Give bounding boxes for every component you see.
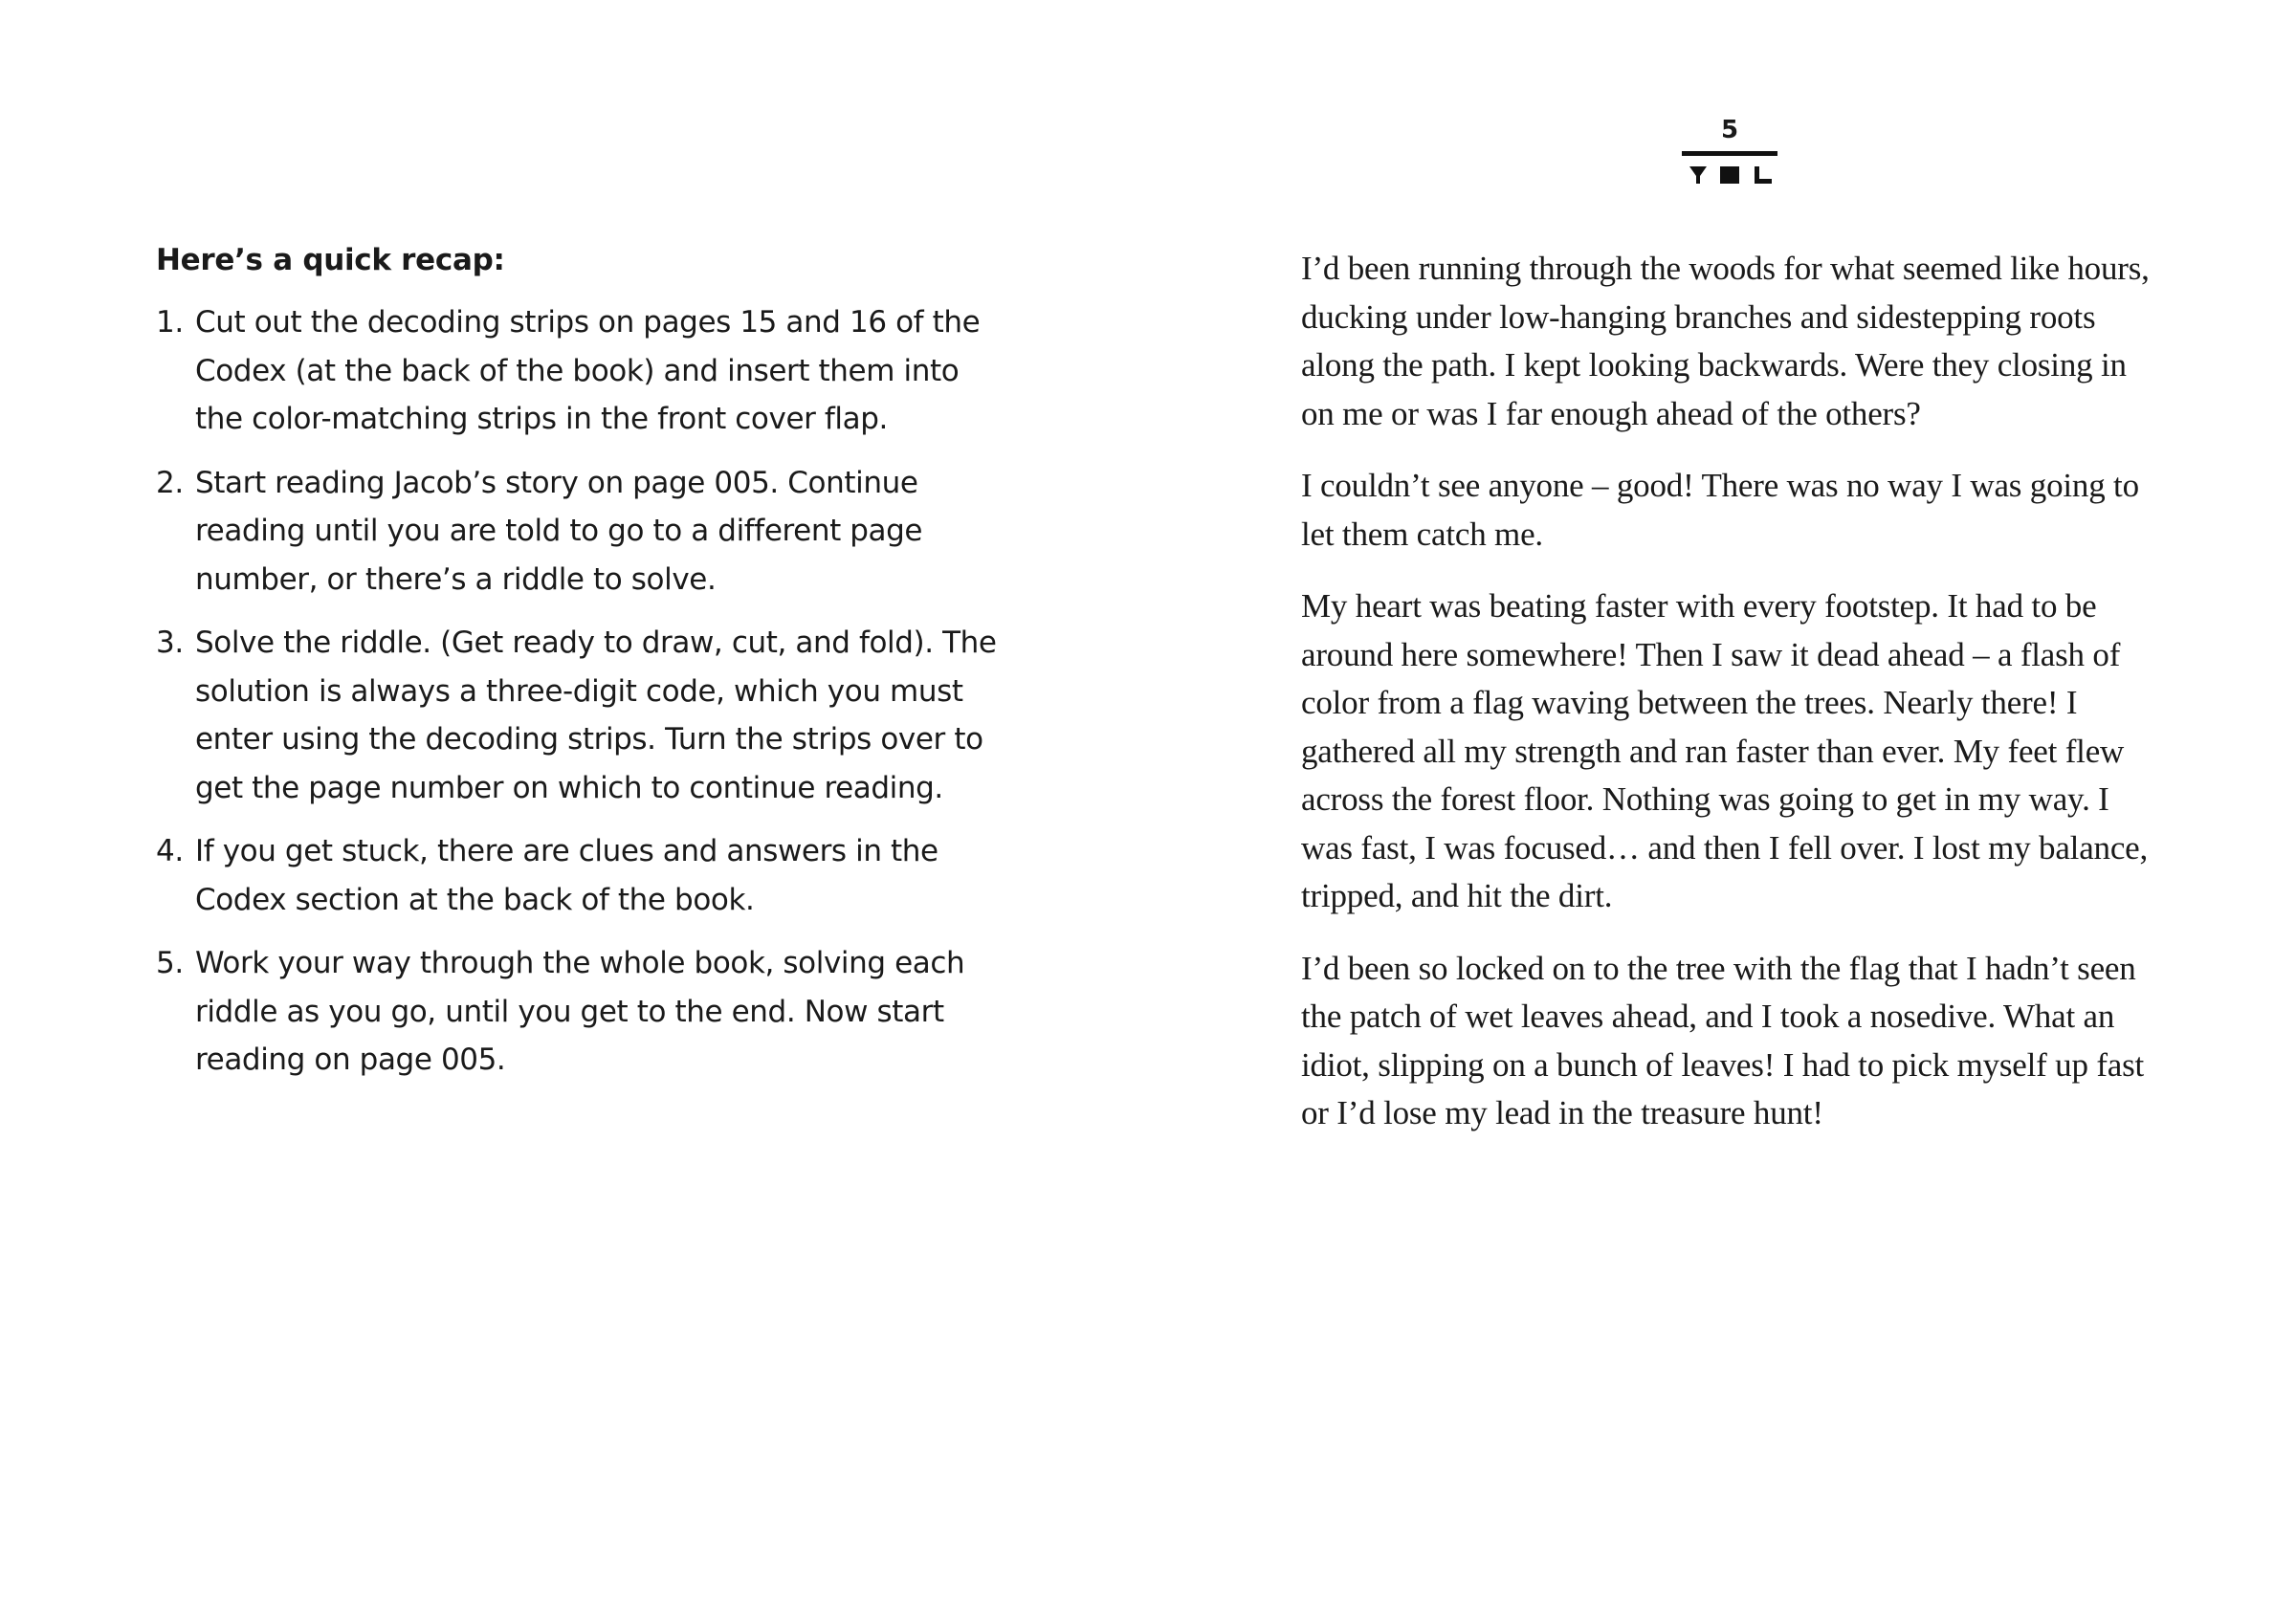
color-code-glyphs-icon: [1682, 163, 1777, 187]
list-item: [156, 459, 998, 604]
step-text: Solve the riddle. (Get ready to draw, cut, and fold). The solution is always a three-digit code, which you must enter using the decoding strips. Turn the strips over to get the page number on which to continue reading.: [195, 625, 997, 805]
step-number: 5.: [156, 946, 184, 980]
list-item: [156, 298, 998, 444]
step-number: 4.: [156, 834, 184, 868]
recap-steps-list: [156, 298, 998, 1085]
story-paragraph: My heart was beating faster with every footstep. It had to be around here somewhere! Then I saw it dead ahead – a flash of color from a flag waving between the trees. Nearly there! I gathered all my strength and ran faster than ever. My feet flew across the forest floor. Nothing was going to get in my way. I was fast, I was focused… and then I fell over. I lost my balance, tripped, and hit the dirt.: [1301, 587, 2149, 914]
step-text: Cut out the decoding strips on pages 15 and 16 of the Codex (at the back of the book) and insert them into the color-matching strips in the front cover flap.: [195, 305, 981, 436]
step-number: 2.: [156, 465, 184, 500]
page-number-rule: [1682, 151, 1777, 156]
right-page: [1301, 245, 2162, 1162]
page-number-mark: [1674, 117, 1785, 189]
story-paragraph: I couldn’t see anyone – good! There was no way I was going to let them catch me.: [1301, 467, 2139, 553]
left-page: [156, 239, 998, 1100]
list-item: [156, 827, 998, 924]
list-item: [156, 939, 998, 1085]
story-paragraph: I’d been running through the woods for what seemed like hours, ducking under low-hanging branches and sidestepping roots along the path. I kept looking backwards. Were they closing in on me or was I far enough ahead of the others?: [1301, 250, 2150, 432]
step-text: If you get stuck, there are clues and answers in the Codex section at the back of the book.: [195, 834, 938, 917]
step-number: 3.: [156, 625, 184, 660]
step-text: Work your way through the whole book, solving each riddle as you go, until you get to the end. Now start reading on page 005.: [195, 946, 965, 1077]
list-item: [156, 619, 998, 812]
step-text: Start reading Jacob’s story on page 005. Continue reading until you are told to go to a different page number, or there’s a riddle to solve.: [195, 465, 923, 597]
step-number: 1.: [156, 305, 184, 340]
page-number: 5: [1720, 116, 1739, 144]
recap-heading: Here’s a quick recap:: [156, 243, 505, 277]
story-paragraph: I’d been so locked on to the tree with the flag that I hadn’t seen the patch of wet leaves ahead, and I took a nosedive. What an idiot, slipping on a bunch of leaves! I had to pick myself up fast or I’d lose my lead in the treasure hunt!: [1301, 949, 2145, 1131]
